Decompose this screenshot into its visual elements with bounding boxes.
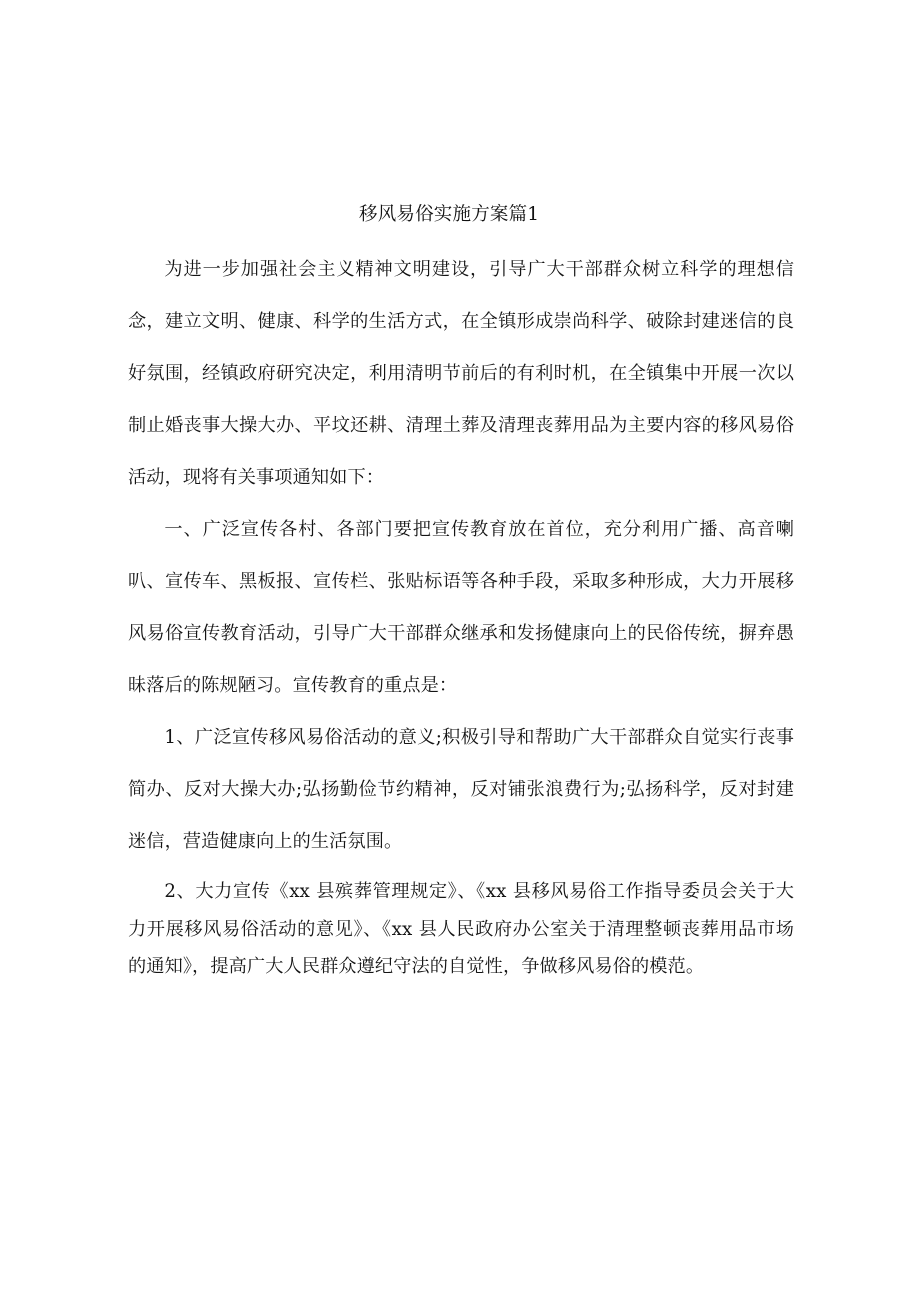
- paragraph-intro: 为进一步加强社会主义精神文明建设，引导广大干部群众树立科学的理想信念，建立文明、健康、科学的生活方式，在全镇形成崇尚科学、破除封建迷信的良好氛围，经镇政府研究决定，利用清明节前后的有利时机，在全镇集中开展一次以制止婚丧事大操大办、平坟还耕、清理土葬及清理丧葬用品为主要内容的移风易俗活动，现将有关事项通知如下：: [128, 259, 794, 488]
- page-title: 移风易俗实施方案篇1: [359, 204, 540, 225]
- paragraph-item-2: 2、大力宣传《xx 县殡葬管理规定》、《xx 县移风易俗工作指导委员会关于大力开展移风易俗活动的意见》、《xx 县人民政府办公室关于清理整顿丧葬用品市场的通知》，提高广大人民群众遵纪守法的自觉性，争做移风易俗的模范。: [128, 881, 794, 977]
- paragraph-item-1: 1、广泛宣传移风易俗活动的意义;积极引导和帮助广大干部群众自觉实行丧事简办、反对大操大办;弘扬勤俭节约精神，反对铺张浪费行为;弘扬科学，反对封建迷信，营造健康向上的生活氛围。: [128, 727, 794, 852]
- paragraph-section-one: 一、广泛宣传各村、各部门要把宣传教育放在首位，充分利用广播、高音喇叭、宣传车、黑板报、宣传栏、张贴标语等各种手段，采取多种形成，大力开展移风易俗宣传教育活动，引导广大干部群众继承和发扬健康向上的民俗传统，摒弃愚昧落后的陈规陋习。宣传教育的重点是：: [128, 519, 794, 696]
- document-body: [128, 200, 794, 986]
